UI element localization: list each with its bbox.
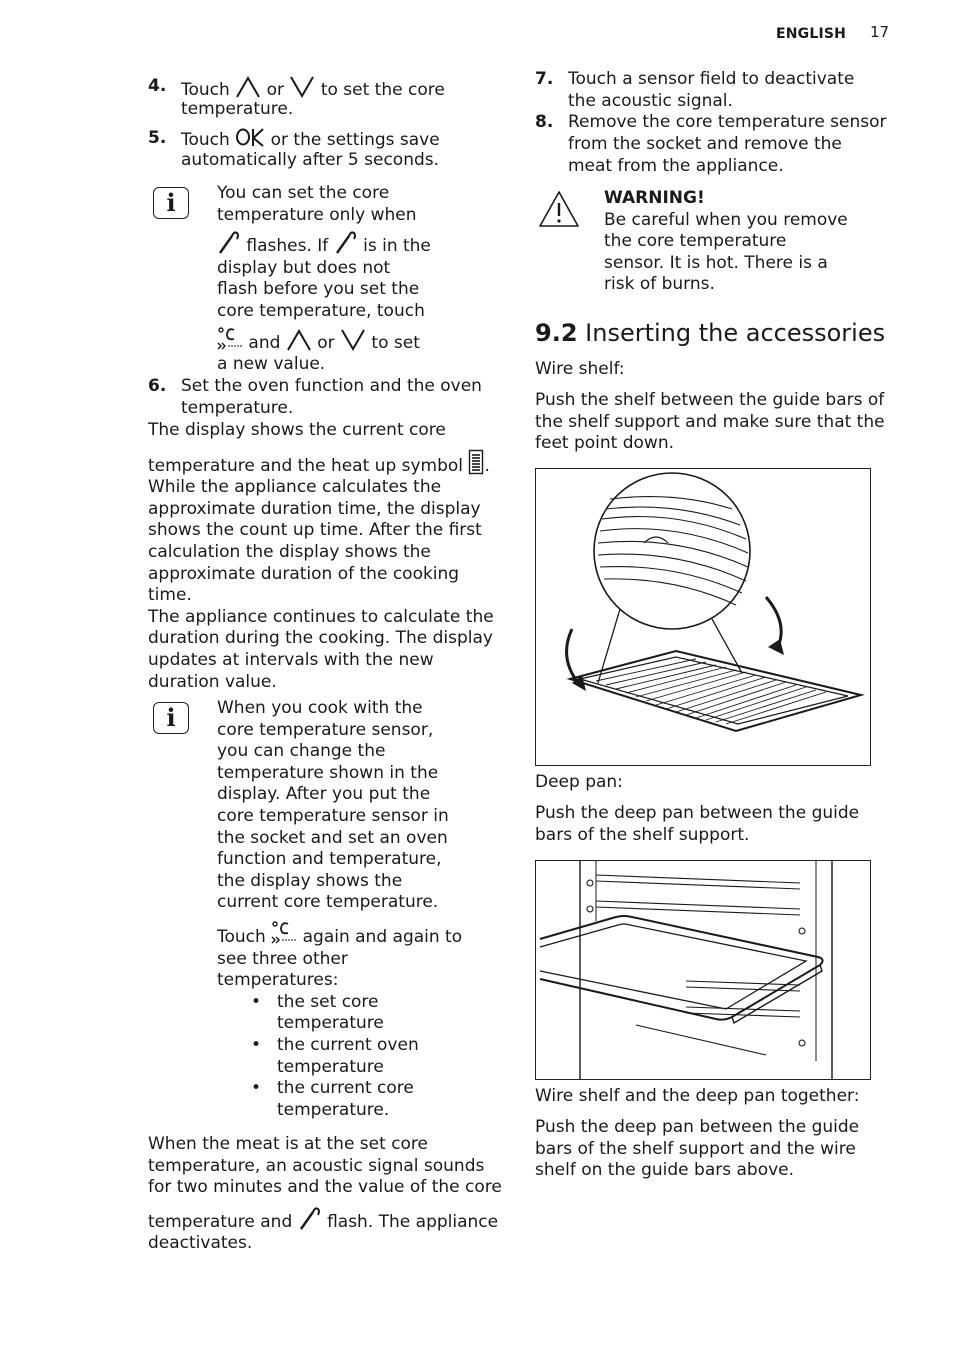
wire-shelf-illustration [535, 468, 871, 766]
step-text: Touch [181, 130, 230, 150]
temperature-list [247, 992, 537, 1122]
header-language: ENGLISH [776, 26, 847, 42]
acoustic-signal-description [148, 1134, 510, 1255]
para-line: . [484, 455, 490, 476]
step-number: 5. [148, 128, 167, 148]
step-text: the acoustic signal. [568, 91, 733, 111]
list-item-line: • the current oven [277, 1034, 419, 1055]
note-line: is in the [363, 236, 431, 257]
note-line: display. After you put the [217, 784, 431, 805]
note-line: flashes. If [246, 236, 329, 257]
deep-pan-illustration [535, 860, 871, 1080]
para-line: flash. The appliance [327, 1211, 499, 1232]
note-line: or [317, 332, 335, 353]
para-line: approximate duration of the cooking [148, 563, 460, 584]
list-item-line: temperature [277, 1056, 384, 1077]
warning-icon [538, 190, 580, 228]
core-temp-button-icon [217, 327, 243, 351]
note-line: and [248, 332, 281, 353]
wire-shelf-instructions [535, 390, 895, 455]
up-arrow-icon [235, 76, 261, 98]
core-sensor-icon [298, 1206, 322, 1230]
note-line: a new value. [217, 354, 326, 375]
note-line: see three other [217, 948, 348, 969]
ok-icon [235, 128, 265, 148]
note-line: you can change the [217, 741, 386, 762]
note-line: to set [371, 332, 420, 353]
para-line: Push the deep pan between the guide [535, 1117, 860, 1137]
para-line: calculation the display shows the [148, 541, 431, 562]
combined-instructions [535, 1117, 895, 1182]
note-line: the display shows the [217, 870, 403, 891]
deep-pan-instructions [535, 803, 895, 846]
note-line: again and again to [302, 926, 463, 947]
warning-line: sensor. It is hot. There is a [604, 252, 828, 273]
step-text: automatically after 5 seconds. [181, 150, 440, 170]
para-line: The display shows the current core [148, 420, 446, 440]
info-note-core-temperature [217, 183, 497, 376]
up-arrow-icon [286, 329, 312, 351]
warning-title: WARNING! [604, 188, 705, 208]
step-text: meat from the appliance. [568, 156, 784, 176]
step-number: 8. [535, 112, 554, 132]
para-line: When the meat is at the set core [148, 1134, 429, 1154]
warning-line: risk of burns. [604, 274, 715, 295]
para-line: shelf on the guide bars above. [535, 1160, 795, 1181]
list-item-line: • the current core [277, 1078, 414, 1099]
para-line: Push the shelf between the guide bars of [535, 390, 885, 410]
note-line: core temperature sensor, [217, 719, 434, 740]
para-line: While the appliance calculates the [148, 477, 442, 498]
para-line: bars of the shelf support. [535, 824, 750, 845]
step-text: Touch a sensor field to deactivate [568, 69, 855, 89]
step-text: temperature. [181, 398, 294, 418]
note-line: current core temperature. [217, 892, 439, 913]
para-line: temperature and [148, 1211, 293, 1232]
note-line: When you cook with the [217, 698, 423, 718]
step-number: 7. [535, 69, 554, 89]
section-title: Inserting the accessories [585, 319, 886, 347]
display-description [148, 420, 510, 693]
step-text: Touch [181, 80, 230, 100]
note-line: function and temperature, [217, 849, 442, 870]
note-line: core temperature sensor in [217, 805, 449, 826]
para-line: the shelf support and make sure that the [535, 411, 885, 432]
para-line: approximate duration time, the display [148, 498, 481, 519]
note-line: display but does not [217, 257, 391, 278]
para-line: duration value. [148, 671, 277, 692]
para-line: updates at intervals with the new [148, 649, 434, 670]
para-line: temperature, an acoustic signal sounds [148, 1155, 485, 1176]
note-line: temperatures: [217, 970, 339, 991]
down-arrow-icon [289, 76, 315, 98]
warning-line: Be careful when you remove [604, 209, 848, 230]
core-temp-button-icon [271, 921, 297, 945]
section-heading [535, 318, 885, 348]
core-sensor-icon [217, 230, 241, 254]
step-text: or [266, 80, 284, 100]
section-number: 9.2 [535, 319, 578, 347]
combined-label: Wire shelf and the deep pan together: [535, 1086, 860, 1106]
heat-up-symbol-icon [468, 449, 484, 475]
step-number: 4. [148, 76, 167, 96]
down-arrow-icon [340, 329, 366, 351]
wire-shelf-label: Wire shelf: [535, 359, 625, 379]
para-line: The appliance continues to calculate the [148, 606, 494, 627]
list-item-line: temperature. [277, 1099, 390, 1120]
warning-note [604, 188, 894, 296]
para-line: for two minutes and the value of the core [148, 1177, 502, 1198]
para-line: time. [148, 585, 192, 606]
para-line: Push the deep pan between the guide [535, 803, 860, 823]
para-line: temperature and the heat up symbol [148, 455, 464, 476]
step-text: temperature. [181, 99, 294, 119]
info-icon: i [153, 187, 189, 219]
note-line: flash before you set the [217, 279, 420, 300]
para-line: duration during the cooking. The display [148, 628, 493, 649]
note-line: temperature only when [217, 204, 417, 225]
info-note-change-temperature [217, 698, 507, 1121]
page-number: 17 [870, 23, 890, 41]
list-item-line: temperature [277, 1013, 384, 1034]
note-line: You can set the core [217, 183, 390, 203]
step-text: or the settings save [270, 130, 440, 150]
warning-line: the core temperature [604, 231, 787, 252]
para-line: shows the count up time. After the first [148, 520, 482, 541]
step-text: to set the core [320, 80, 445, 100]
deep-pan-label: Deep pan: [535, 772, 623, 792]
para-line: bars of the shelf support and the wire [535, 1138, 856, 1159]
note-line: the socket and set an oven [217, 827, 448, 848]
core-sensor-icon [334, 230, 358, 254]
list-item [247, 1078, 537, 1121]
step-number: 6. [148, 376, 167, 396]
para-line: feet point down. [535, 433, 675, 454]
list-item [247, 992, 537, 1035]
step-text: Remove the core temperature sensor [568, 112, 887, 132]
note-line: temperature shown in the [217, 762, 439, 783]
step-text: Set the oven function and the oven [181, 376, 482, 396]
list-item [247, 1035, 537, 1078]
para-line: deactivates. [148, 1233, 253, 1254]
info-icon: i [153, 702, 189, 734]
note-line: core temperature, touch [217, 300, 425, 321]
step-text: from the socket and remove the [568, 134, 842, 154]
note-line: Touch [217, 926, 266, 947]
list-item-line: • the set core [277, 991, 379, 1012]
